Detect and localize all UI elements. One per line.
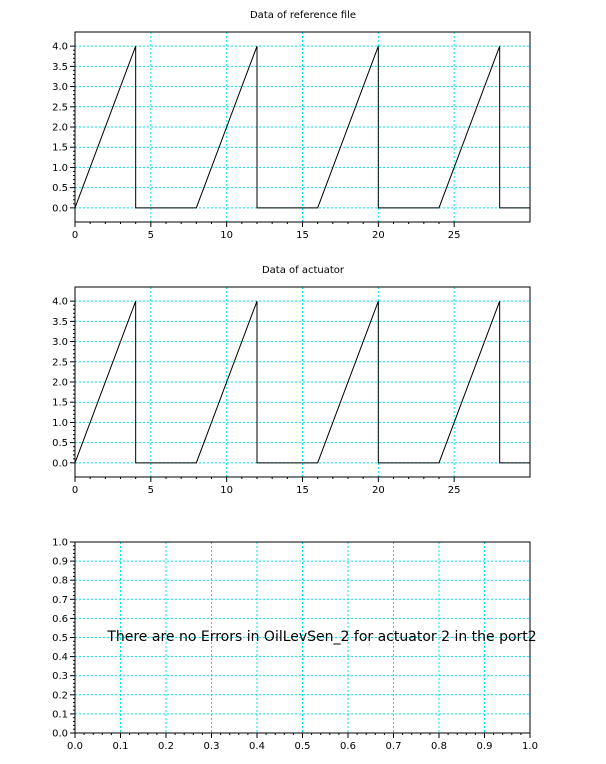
y-tick-label: 4.0 [52, 41, 68, 53]
y-tick-label: 0.6 [52, 613, 68, 625]
x-tick-label: 1.0 [522, 741, 538, 752]
x-tick-label: 10 [220, 485, 234, 496]
actuator-panel [52, 265, 530, 496]
y-tick-label: 3.5 [52, 61, 68, 73]
x-tick-label: 25 [447, 230, 461, 241]
error-message-panel [52, 538, 538, 753]
y-tick-label: 0.1 [52, 709, 68, 721]
y-tick-label: 1.5 [52, 142, 68, 154]
x-tick-label: 0.3 [203, 741, 220, 752]
y-tick-label: 1.5 [52, 397, 68, 409]
x-tick-label: 25 [447, 485, 461, 496]
y-tick-label: 0.9 [52, 556, 68, 568]
y-tick-label: 4.0 [52, 296, 68, 308]
x-tick-label: 5 [147, 485, 155, 496]
y-tick-label: 3.0 [52, 337, 68, 349]
x-tick-label: 0 [71, 230, 79, 241]
actuator-title: Data of actuator [261, 265, 345, 276]
y-tick-label: 0.4 [52, 652, 68, 664]
y-tick-label: 0.2 [52, 690, 68, 702]
y-tick-label: 0.8 [52, 575, 68, 587]
x-tick-label: 20 [371, 485, 385, 496]
x-tick-label: 15 [296, 485, 309, 496]
x-tick-label: 0.4 [249, 741, 265, 752]
y-tick-label: 2.5 [52, 102, 68, 114]
y-tick-label: 2.5 [52, 357, 68, 369]
x-tick-label: 0.1 [112, 741, 129, 752]
y-tick-label: 1.0 [52, 162, 68, 174]
y-tick-label: 0.3 [52, 671, 68, 683]
x-tick-label: 20 [371, 230, 385, 241]
reference-file-title: Data of reference file [249, 10, 357, 21]
x-tick-label: 0.8 [431, 741, 447, 752]
y-tick-label: 0.5 [52, 183, 68, 195]
y-tick-label: 2.0 [52, 377, 68, 389]
y-tick-label: 0.5 [52, 633, 68, 644]
y-tick-label: 0.0 [52, 728, 68, 740]
x-tick-label: 0.5 [294, 741, 311, 752]
x-tick-label: 0.9 [476, 741, 493, 752]
y-tick-label: 0.7 [52, 594, 68, 606]
x-tick-label: 5 [147, 230, 155, 241]
x-tick-label: 0.6 [340, 741, 356, 752]
y-tick-label: 3.0 [52, 82, 68, 94]
y-tick-label: 0.5 [52, 438, 68, 450]
x-tick-label: 0 [71, 485, 79, 496]
y-tick-label: 0.0 [52, 203, 68, 215]
x-tick-label: 0.7 [385, 741, 402, 752]
y-tick-label: 2.0 [52, 122, 68, 134]
x-tick-label: 0.0 [67, 741, 83, 752]
y-tick-label: 0.0 [52, 458, 68, 470]
y-tick-label: 1.0 [52, 537, 68, 549]
reference-file-panel [52, 10, 530, 241]
y-tick-label: 1.0 [52, 417, 68, 429]
y-tick-label: 3.5 [52, 316, 68, 328]
x-tick-label: 15 [296, 230, 309, 241]
x-tick-label: 0.2 [158, 741, 174, 752]
x-tick-label: 10 [220, 230, 234, 241]
error-message-text: There are no Errors in OilLevSen_2 for actuator 2 in the port2 [107, 629, 537, 645]
